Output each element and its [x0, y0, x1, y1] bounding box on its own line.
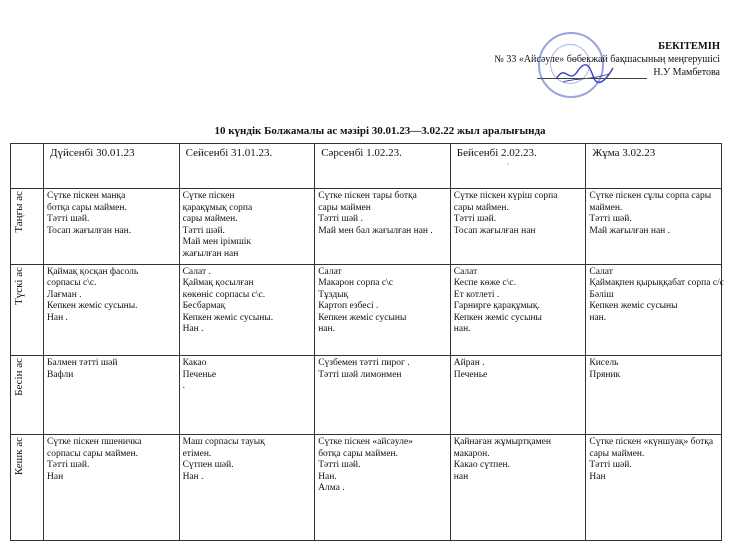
menu-cell — [315, 356, 451, 435]
approval-title: БЕКІТЕМІН — [658, 41, 720, 52]
dish-line: Қаймақ қосқан фасоль — [47, 266, 139, 277]
dish-line: . — [182, 381, 185, 392]
dish-line: Айран . — [453, 358, 485, 369]
dish-line: макарон. — [453, 448, 490, 459]
dish-line: Тәтті шәй. — [47, 460, 90, 471]
dish-line: Май жағылған нан . — [589, 225, 671, 236]
dish-line: көкөніс сорпасы с\с. — [182, 289, 266, 300]
dish-line: Макарон сорпа с\с — [318, 278, 393, 289]
dish-line: Май мен бал жағылған нан . — [318, 225, 433, 236]
dish-line: Сүтке піскен «айсәуле» — [318, 437, 413, 448]
day-header: Сәрсенбі 1.02.23. — [315, 144, 451, 189]
menu-cell — [179, 264, 315, 355]
header-corner — [11, 144, 44, 189]
dish-line: Сүзбемен тәтті пирог . — [318, 358, 410, 369]
dish-line: Тәтті шәй. — [453, 214, 497, 224]
dish-line: Қаймақ қосылған — [182, 278, 254, 289]
day-header: Сейсенбі 31.01.23. — [179, 144, 315, 189]
dish-line: Тәтті шәй. — [589, 460, 632, 471]
dish-line: сорпасы сары маймен. — [47, 448, 138, 459]
dish-line: Сүтке піскен пшеничка — [47, 437, 142, 448]
menu-cell — [586, 356, 722, 435]
dish-line: сары маймен. — [589, 448, 645, 459]
dish-line: Гарнирге қарақұмық. — [453, 301, 540, 312]
dish-line: нан — [453, 471, 469, 482]
menu-cell — [450, 435, 586, 541]
approval-sign-row — [420, 66, 720, 79]
menu-cell — [179, 435, 315, 541]
dish-line: Печенье — [182, 369, 217, 380]
dish-line: Лағман . — [47, 289, 82, 300]
dish-line: ботқа сары маймен. — [47, 202, 127, 213]
table-row — [11, 189, 722, 265]
menu-cell — [315, 264, 451, 355]
signature-line — [537, 67, 647, 79]
menu-cell — [586, 189, 722, 265]
dish-line: Тәтті шәй. — [589, 214, 632, 224]
scan-mark: ᵥ — [507, 158, 510, 167]
dish-line: Сүтке піскен сұлы сорпа сары — [589, 191, 712, 201]
table-row — [11, 356, 722, 435]
table-row — [11, 264, 722, 355]
dish-line: сары маймен — [318, 202, 371, 213]
meal-label-cell — [11, 189, 44, 265]
dish-line: Тосап жағылған нан. — [47, 225, 132, 236]
dish-line: Нан — [47, 471, 64, 482]
day-header: Дүйсенбі 30.01.23 — [44, 144, 180, 189]
menu-cell — [450, 356, 586, 435]
dish-line: қарақұмық сорпа — [182, 202, 253, 213]
day-header: Бейсенбі 2.02.23. — [450, 144, 586, 189]
dish-line: Салат — [318, 266, 342, 277]
menu-cell — [450, 189, 586, 265]
menu-cell — [179, 356, 315, 435]
dish-line: Нан. — [318, 471, 337, 482]
meal-label-cell — [11, 264, 44, 355]
approval-signer: Н.У Мамбетова — [653, 67, 720, 78]
dish-line: Тәтті шәй. — [47, 214, 90, 224]
dish-line: Бәліш — [589, 289, 614, 300]
dish-line: сары маймен. — [453, 202, 509, 213]
dish-line: Кепкен жеміс сусыны — [453, 312, 542, 323]
dish-line: Кепкен жеміс сусыны — [589, 301, 678, 312]
dish-line: Печенье — [453, 369, 488, 380]
dish-line: Какао сүтпен. — [453, 460, 510, 471]
dish-line: нан. — [453, 324, 471, 335]
meal-label: Бесін ас — [13, 358, 25, 397]
menu-cell — [315, 435, 451, 541]
menu-cell — [179, 189, 315, 265]
dish-line: жағылған нан — [182, 248, 239, 259]
dish-line: Кисель — [589, 358, 619, 369]
dish-line: Балмен тәтті шәй — [47, 358, 118, 369]
dish-line: Май мен ірімшік — [182, 237, 252, 247]
dish-line: Тәтті шәй. — [182, 225, 225, 236]
document-title: 10 күндік Болжамалы ас мәзірі 30.01.23—3.02.22 жыл аралығында — [214, 125, 546, 137]
menu-cell — [315, 189, 451, 265]
dish-line: сорпасы с\с. — [47, 278, 97, 289]
menu-table — [10, 143, 722, 541]
dish-line: нан. — [589, 312, 607, 323]
dish-line: Сүтпен шәй. — [182, 460, 234, 471]
dish-line: Тәтті шәй . — [318, 214, 363, 224]
dish-line: Нан . — [182, 324, 204, 335]
dish-line: Кепкен жеміс сусыны. — [47, 301, 138, 312]
dish-line: Салат — [453, 266, 478, 277]
meal-label: Таңғы ас — [13, 191, 25, 233]
menu-cell — [586, 435, 722, 541]
dish-line: Сүтке піскен тары ботқа — [318, 191, 417, 201]
dish-line: Вафли — [47, 369, 74, 380]
dish-line: Нан — [589, 471, 606, 482]
dish-line: Нан . — [47, 312, 68, 323]
dish-line: нан. — [318, 324, 335, 335]
dish-line: Сүтке піскен манқа — [47, 191, 126, 201]
menu-cell — [44, 189, 180, 265]
dish-line: Ет котлеті . — [453, 289, 500, 300]
dish-line: Тәтті шәй лимонмен — [318, 369, 402, 380]
menu-cell — [450, 264, 586, 355]
table-header-row — [11, 144, 722, 189]
day-header: Жұма 3.02.23 — [586, 144, 722, 189]
menu-cell — [44, 435, 180, 541]
meal-label: Кешк ас — [13, 437, 25, 476]
dish-line: Сүтке піскен — [182, 191, 235, 201]
dish-line: Тәтті шәй. — [318, 460, 361, 471]
menu-cell — [586, 264, 722, 355]
dish-line: Алма . — [318, 483, 345, 494]
dish-line: Кепкен жеміс сусыны. — [182, 312, 274, 323]
dish-line: Картоп езбесі . — [318, 301, 379, 312]
dish-line: Сүтке піскен «күншуақ» ботқа — [589, 437, 714, 448]
dish-line: Сүтке піскен күріш сорпа — [453, 191, 558, 201]
dish-line: Қаймақпен қырыққабат сорпа с/с — [589, 278, 724, 289]
meal-label-cell — [11, 435, 44, 541]
dish-line: Салат . — [182, 266, 211, 277]
dish-line: сары маймен. — [182, 214, 238, 224]
meal-label: Түскі ас — [13, 266, 25, 305]
meal-label-cell — [11, 356, 44, 435]
table-row — [11, 435, 722, 541]
dish-line: Кепкен жеміс сусыны — [318, 312, 407, 323]
dish-line: Кеспе көже с\с. — [453, 278, 516, 289]
dish-line: Бесбармақ — [182, 301, 226, 312]
dish-line: Тұздық — [318, 289, 349, 300]
approval-block — [420, 40, 720, 79]
menu-cell — [44, 356, 180, 435]
dish-line: Салат — [589, 266, 613, 277]
dish-line: ботқа сары маймен. — [318, 448, 398, 459]
dish-line: Пряник — [589, 369, 621, 380]
dish-line: Маш сорпасы тауық — [182, 437, 265, 448]
dish-line: Какао — [182, 358, 207, 369]
menu-cell — [44, 264, 180, 355]
dish-line: етімен. — [182, 448, 212, 459]
dish-line: Тосап жағылған нан — [453, 225, 536, 236]
dish-line: Қайнаған жұмыртқамен — [453, 437, 551, 448]
dish-line: маймен. — [589, 202, 623, 213]
dish-line: Нан . — [182, 471, 204, 482]
approval-org: № 33 «Айсәуле» бөбекжай бақшасының меңгерушісі — [494, 54, 720, 65]
